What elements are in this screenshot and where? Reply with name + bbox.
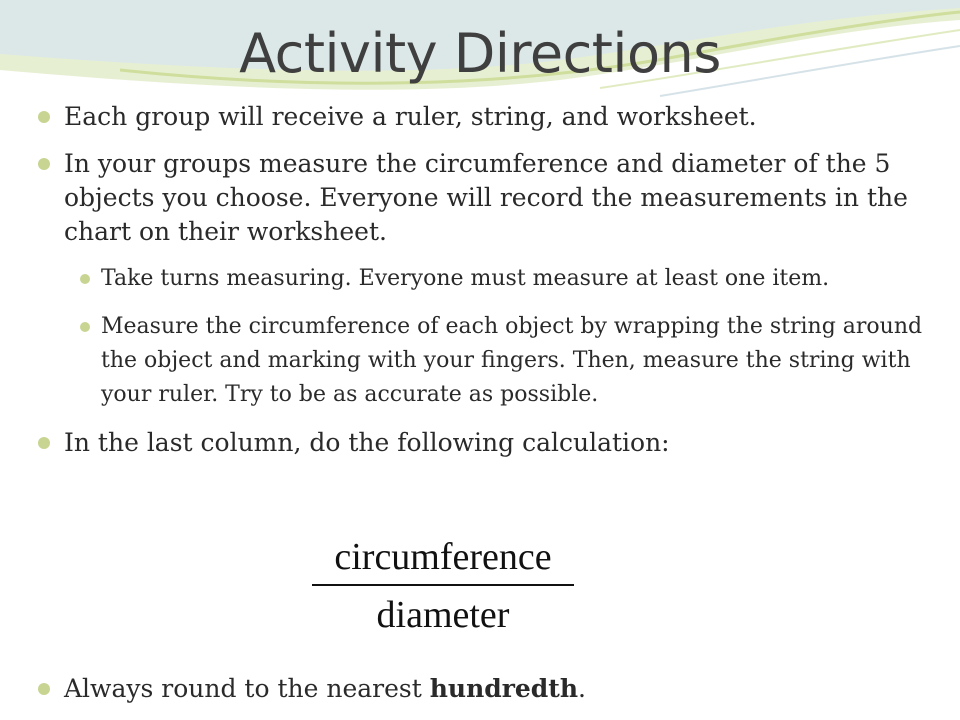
bullet-dot-icon: [38, 158, 50, 170]
bullet-dot-icon: [38, 111, 50, 123]
bullet-item: [36, 426, 926, 460]
bullet-text: Always round to the nearest: [64, 674, 430, 703]
fraction-formula: [312, 534, 574, 638]
bullet-dot-icon: [38, 683, 50, 695]
bullet-text: In the last column, do the following calculation:: [64, 428, 670, 457]
bullet-item: [36, 100, 926, 134]
sub-bullet-item: [36, 310, 926, 412]
fraction-bar: [312, 584, 574, 586]
bullet-text: Each group will receive a ruler, string, and worksheet.: [64, 102, 757, 131]
bullet-item: [36, 147, 926, 249]
sub-bullet-item: [36, 262, 926, 296]
bullet-list: [36, 100, 926, 473]
final-bullet-list: [36, 672, 926, 719]
bullet-text-end: .: [578, 674, 586, 703]
bullet-dot-icon: [38, 437, 50, 449]
bold-emphasis: hundredth: [429, 674, 579, 703]
formula-numerator: circumference: [334, 536, 552, 578]
bullet-dot-icon: [80, 322, 90, 332]
formula-denominator: diameter: [376, 594, 510, 636]
bullet-text: In your groups measure the circumference and diameter of the 5 objects you choose. Everyone will record the measurements in the chart on their worksheet.: [64, 149, 908, 246]
sub-bullet-text: Take turns measuring. Everyone must measure at least one item.: [101, 266, 830, 291]
sub-bullet-text: Measure the circumference of each object by wrapping the string around the object and marking with your fingers. Then, measure the string with your ruler. Try to be as accurate as possible.: [101, 314, 923, 407]
slide-title: Activity Directions: [239, 22, 721, 85]
bullet-dot-icon: [80, 274, 90, 284]
bullet-item: [36, 672, 926, 706]
